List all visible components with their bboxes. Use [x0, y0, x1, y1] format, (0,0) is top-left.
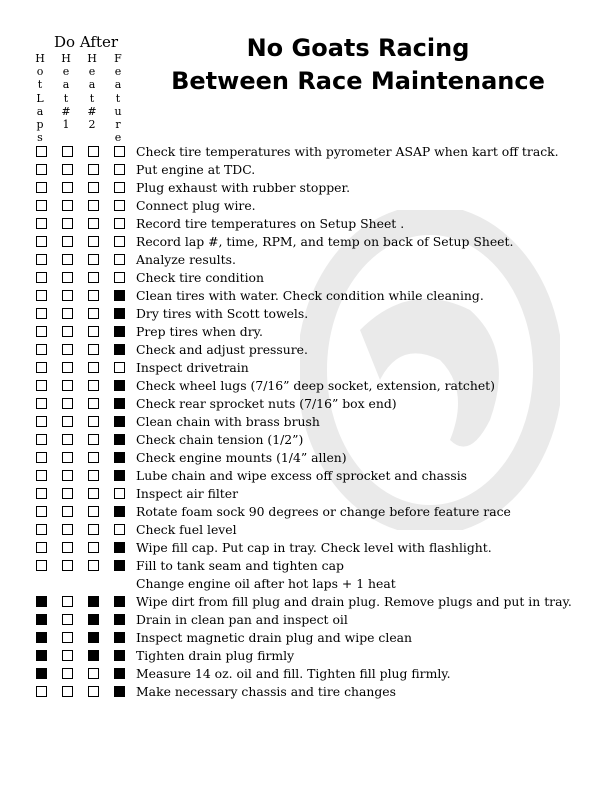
- task-label: Check engine mounts (1/4” allen): [136, 450, 347, 465]
- checkbox-feature[interactable]: [114, 380, 125, 391]
- checkbox-feature[interactable]: [114, 182, 125, 193]
- checkbox-hot-laps[interactable]: [36, 434, 47, 445]
- checkbox-heat-1[interactable]: [62, 182, 73, 193]
- checkbox-heat-1[interactable]: [62, 650, 73, 661]
- checklist-row: [0, 215, 612, 233]
- checklist-row: [0, 287, 612, 305]
- checkbox-heat-1[interactable]: [62, 200, 73, 211]
- task-label: Check fuel level: [136, 522, 237, 537]
- checkbox-heat-2[interactable]: [88, 290, 99, 301]
- checkbox-hot-laps[interactable]: [36, 236, 47, 247]
- checkbox-feature[interactable]: [114, 290, 125, 301]
- checkbox-heat-1[interactable]: [62, 506, 73, 517]
- task-label: Wipe dirt from fill plug and drain plug. Remove plugs and put in tray.: [136, 594, 572, 609]
- checkbox-hot-laps[interactable]: [36, 380, 47, 391]
- checklist-row: [0, 323, 612, 341]
- checkbox-feature[interactable]: [114, 326, 125, 337]
- checkbox-hot-laps[interactable]: [36, 668, 47, 679]
- checkbox-hot-laps[interactable]: [36, 488, 47, 499]
- checkbox-hot-laps[interactable]: [36, 452, 47, 463]
- checkbox-feature[interactable]: [114, 164, 125, 175]
- checklist-row: [0, 557, 612, 575]
- checkbox-heat-1[interactable]: [62, 344, 73, 355]
- checkbox-heat-2[interactable]: [88, 596, 99, 607]
- checkbox-heat-1[interactable]: [62, 668, 73, 679]
- checklist-row: [0, 503, 612, 521]
- checkbox-heat-2[interactable]: [88, 542, 99, 553]
- checkbox-heat-2[interactable]: [88, 254, 99, 265]
- task-label: Check chain tension (1/2”): [136, 432, 304, 447]
- checklist-row: [0, 611, 612, 629]
- checklist-row: [0, 413, 612, 431]
- checkbox-hot-laps[interactable]: [36, 398, 47, 409]
- task-label: Wipe fill cap. Put cap in tray. Check level with flashlight.: [136, 540, 492, 555]
- checkbox-heat-2[interactable]: [88, 362, 99, 373]
- task-label: Clean chain with brass brush: [136, 414, 320, 429]
- checkbox-feature[interactable]: [114, 452, 125, 463]
- checkbox-heat-1[interactable]: [62, 236, 73, 247]
- checkbox-hot-laps[interactable]: [36, 596, 47, 607]
- checkbox-feature[interactable]: [114, 650, 125, 661]
- checkbox-heat-2[interactable]: [88, 686, 99, 697]
- do-after-label: Do After: [54, 33, 119, 51]
- checkbox-hot-laps[interactable]: [36, 362, 47, 373]
- task-label: Inspect drivetrain: [136, 360, 249, 375]
- checkbox-heat-2[interactable]: [88, 506, 99, 517]
- checkbox-heat-2[interactable]: [88, 434, 99, 445]
- task-label: Check rear sprocket nuts (7/16” box end): [136, 396, 397, 411]
- checkbox-feature[interactable]: [114, 362, 125, 373]
- checkbox-heat-1[interactable]: [62, 290, 73, 301]
- checkbox-heat-1[interactable]: [62, 398, 73, 409]
- checklist-row: [0, 449, 612, 467]
- task-label: Analyze results.: [136, 252, 236, 267]
- checklist-row: [0, 233, 612, 251]
- section-note: Change engine oil after hot laps + 1 heat: [136, 576, 396, 591]
- checkbox-heat-1[interactable]: [62, 272, 73, 283]
- checkbox-feature[interactable]: [114, 686, 125, 697]
- checkbox-heat-2[interactable]: [88, 326, 99, 337]
- checkbox-hot-laps[interactable]: [36, 308, 47, 319]
- checkbox-heat-2[interactable]: [88, 272, 99, 283]
- checkbox-heat-1[interactable]: [62, 596, 73, 607]
- task-label: Put engine at TDC.: [136, 162, 256, 177]
- task-label: Dry tires with Scott towels.: [136, 306, 309, 321]
- checklist-row: [0, 179, 612, 197]
- checklist-row: [0, 521, 612, 539]
- checkbox-feature[interactable]: [114, 542, 125, 553]
- checklist-row: [0, 647, 612, 665]
- checkbox-heat-2[interactable]: [88, 218, 99, 229]
- checkbox-hot-laps[interactable]: [36, 326, 47, 337]
- checkbox-heat-1[interactable]: [62, 308, 73, 319]
- checkbox-heat-2[interactable]: [88, 236, 99, 247]
- checkbox-hot-laps[interactable]: [36, 542, 47, 553]
- checkbox-heat-1[interactable]: [62, 218, 73, 229]
- checklist-row: [0, 143, 612, 161]
- checkbox-heat-1[interactable]: [62, 542, 73, 553]
- checkbox-hot-laps[interactable]: [36, 182, 47, 193]
- checkbox-feature[interactable]: [114, 272, 125, 283]
- task-label: Fill to tank seam and tighten cap: [136, 558, 344, 573]
- checkbox-feature[interactable]: [114, 488, 125, 499]
- checkbox-feature[interactable]: [114, 308, 125, 319]
- checklist-row: [0, 377, 612, 395]
- column-header-feature: F e a t u r e: [114, 52, 122, 145]
- task-label: Measure 14 oz. oil and fill. Tighten fill plug firmly.: [136, 666, 451, 681]
- checkbox-feature[interactable]: [114, 560, 125, 571]
- checkbox-hot-laps[interactable]: [36, 614, 47, 625]
- checkbox-feature[interactable]: [114, 200, 125, 211]
- checkbox-heat-2[interactable]: [88, 200, 99, 211]
- checkbox-feature[interactable]: [114, 344, 125, 355]
- task-label: Check and adjust pressure.: [136, 342, 308, 357]
- column-header-heat-1: H e a t # 1: [61, 52, 71, 132]
- checkbox-heat-1[interactable]: [62, 488, 73, 499]
- task-label: Rotate foam sock 90 degrees or change before feature race: [136, 504, 511, 519]
- checkbox-feature[interactable]: [114, 146, 125, 157]
- checklist-row: [0, 629, 612, 647]
- checkbox-hot-laps[interactable]: [36, 344, 47, 355]
- checkbox-heat-1[interactable]: [62, 254, 73, 265]
- checkbox-hot-laps[interactable]: [36, 524, 47, 535]
- checkbox-heat-1[interactable]: [62, 686, 73, 697]
- checkbox-heat-1[interactable]: [62, 560, 73, 571]
- checkbox-hot-laps[interactable]: [36, 506, 47, 517]
- checklist-row: [0, 305, 612, 323]
- checklist-row: [0, 683, 612, 701]
- checkbox-heat-1[interactable]: [62, 326, 73, 337]
- checkbox-heat-1[interactable]: [62, 614, 73, 625]
- checkbox-heat-1[interactable]: [62, 416, 73, 427]
- checkbox-hot-laps[interactable]: [36, 650, 47, 661]
- checkbox-hot-laps[interactable]: [36, 272, 47, 283]
- checkbox-heat-1[interactable]: [62, 524, 73, 535]
- task-label: Connect plug wire.: [136, 198, 256, 213]
- checkbox-hot-laps[interactable]: [36, 470, 47, 481]
- checklist-row: [0, 341, 612, 359]
- task-label: Make necessary chassis and tire changes: [136, 684, 396, 699]
- checkbox-heat-2[interactable]: [88, 344, 99, 355]
- checklist-row: [0, 467, 612, 485]
- checkbox-heat-1[interactable]: [62, 146, 73, 157]
- checklist-row: [0, 485, 612, 503]
- checklist-row: [0, 197, 612, 215]
- task-label: Prep tires when dry.: [136, 324, 263, 339]
- checkbox-heat-2[interactable]: [88, 416, 99, 427]
- task-label: Check tire condition: [136, 270, 264, 285]
- checkbox-feature[interactable]: [114, 254, 125, 265]
- checkbox-heat-2[interactable]: [88, 650, 99, 661]
- checkbox-feature[interactable]: [114, 416, 125, 427]
- task-label: Tighten drain plug firmly: [136, 648, 295, 663]
- checklist-row: [0, 251, 612, 269]
- checkbox-hot-laps[interactable]: [36, 686, 47, 697]
- checkbox-heat-2[interactable]: [88, 488, 99, 499]
- checkbox-heat-2[interactable]: [88, 146, 99, 157]
- checkbox-feature[interactable]: [114, 506, 125, 517]
- checklist-row: [0, 161, 612, 179]
- column-header-heat-2: H e a t # 2: [87, 52, 97, 132]
- checkbox-heat-1[interactable]: [62, 380, 73, 391]
- checkbox-heat-2[interactable]: [88, 470, 99, 481]
- checkbox-heat-2[interactable]: [88, 452, 99, 463]
- checkbox-heat-2[interactable]: [88, 668, 99, 679]
- checkbox-feature[interactable]: [114, 218, 125, 229]
- task-label: Inspect air filter: [136, 486, 239, 501]
- page-subtitle: Between Race Maintenance: [171, 67, 545, 95]
- column-header-hot-laps: H o t L a p s: [35, 52, 45, 145]
- task-label: Lube chain and wipe excess off sprocket and chassis: [136, 468, 468, 483]
- checkbox-hot-laps[interactable]: [36, 200, 47, 211]
- checklist-row: [0, 539, 612, 557]
- task-label: Record lap #, time, RPM, and temp on back of Setup Sheet.: [136, 234, 514, 249]
- checkbox-hot-laps[interactable]: [36, 632, 47, 643]
- checkbox-feature[interactable]: [114, 614, 125, 625]
- task-label: Plug exhaust with rubber stopper.: [136, 180, 351, 195]
- checkbox-hot-laps[interactable]: [36, 146, 47, 157]
- checkbox-heat-2[interactable]: [88, 398, 99, 409]
- checkbox-hot-laps[interactable]: [36, 164, 47, 175]
- checkbox-feature[interactable]: [114, 470, 125, 481]
- checkbox-hot-laps[interactable]: [36, 254, 47, 265]
- checkbox-heat-1[interactable]: [62, 470, 73, 481]
- task-label: Check tire temperatures with pyrometer ASAP when kart off track.: [136, 144, 559, 159]
- checklist-row: [0, 395, 612, 413]
- checkbox-heat-2[interactable]: [88, 560, 99, 571]
- checkbox-feature[interactable]: [114, 668, 125, 679]
- checkbox-feature[interactable]: [114, 434, 125, 445]
- checkbox-feature[interactable]: [114, 236, 125, 247]
- checkbox-heat-2[interactable]: [88, 614, 99, 625]
- checkbox-heat-1[interactable]: [62, 164, 73, 175]
- checklist-row: [0, 665, 612, 683]
- checklist-row: [0, 269, 612, 287]
- checkbox-feature[interactable]: [114, 524, 125, 535]
- checkbox-heat-1[interactable]: [62, 362, 73, 373]
- checkbox-heat-1[interactable]: [62, 452, 73, 463]
- checkbox-feature[interactable]: [114, 596, 125, 607]
- checkbox-hot-laps[interactable]: [36, 290, 47, 301]
- checkbox-heat-2[interactable]: [88, 380, 99, 391]
- task-label: Check wheel lugs (7/16” deep socket, extension, ratchet): [136, 378, 495, 393]
- task-label: Record tire temperatures on Setup Sheet .: [136, 216, 405, 231]
- checklist-row: [0, 575, 612, 593]
- checklist-row: [0, 359, 612, 377]
- checkbox-heat-2[interactable]: [88, 308, 99, 319]
- page-title: No Goats Racing: [246, 34, 470, 62]
- checkbox-feature[interactable]: [114, 398, 125, 409]
- checkbox-heat-2[interactable]: [88, 632, 99, 643]
- checkbox-hot-laps[interactable]: [36, 560, 47, 571]
- checkbox-heat-2[interactable]: [88, 524, 99, 535]
- checkbox-heat-1[interactable]: [62, 434, 73, 445]
- checkbox-feature[interactable]: [114, 632, 125, 643]
- task-label: Drain in clean pan and inspect oil: [136, 612, 348, 627]
- checkbox-heat-2[interactable]: [88, 182, 99, 193]
- checklist-row: [0, 431, 612, 449]
- checkbox-heat-1[interactable]: [62, 632, 73, 643]
- task-label: Inspect magnetic drain plug and wipe clean: [136, 630, 413, 645]
- checkbox-hot-laps[interactable]: [36, 218, 47, 229]
- checkbox-heat-2[interactable]: [88, 164, 99, 175]
- checklist-row: [0, 593, 612, 611]
- task-label: Clean tires with water. Check condition while cleaning.: [136, 288, 484, 303]
- checkbox-hot-laps[interactable]: [36, 416, 47, 427]
